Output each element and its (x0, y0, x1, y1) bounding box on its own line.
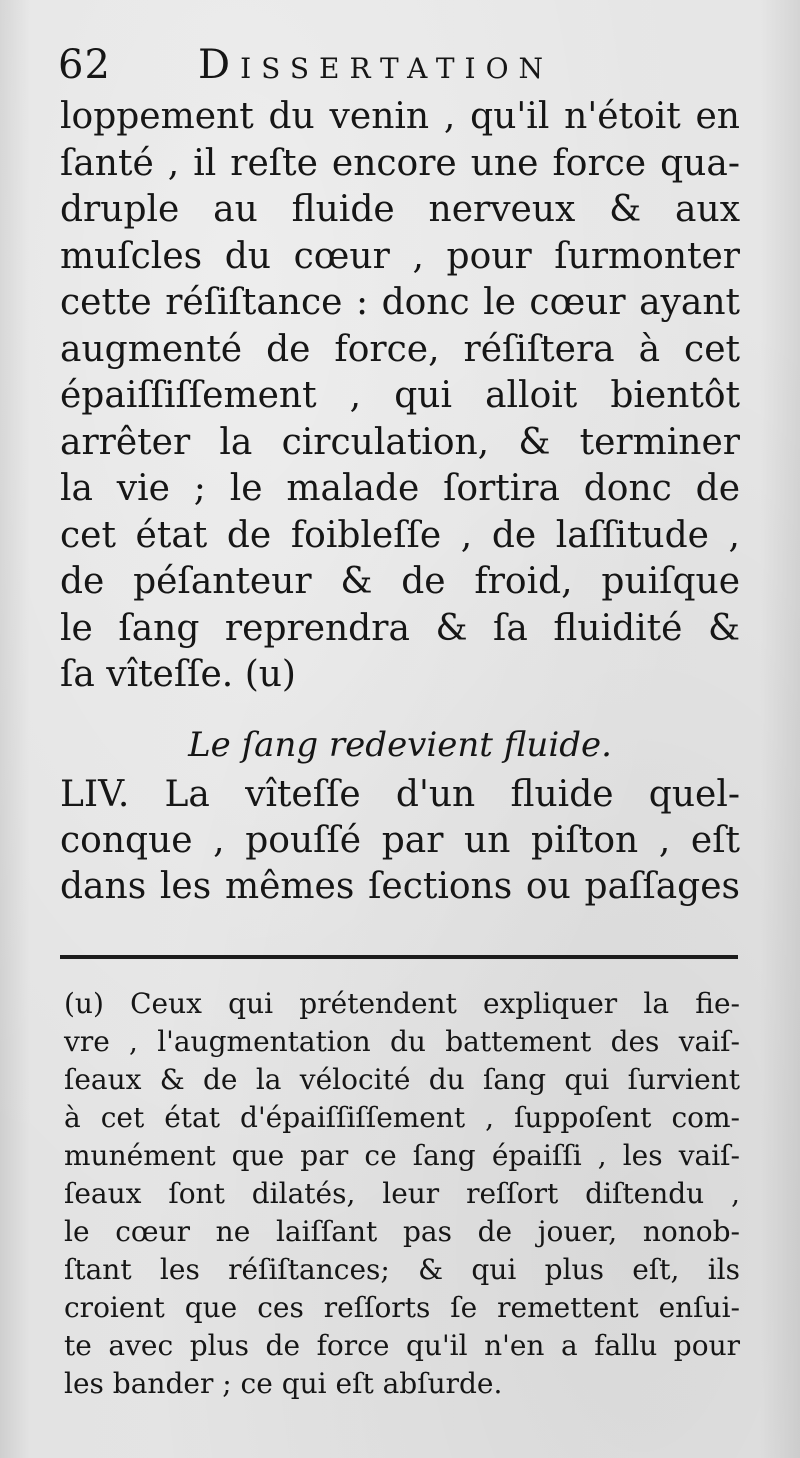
text-line: conque , pouſſé par un piſton , eſt (60, 820, 740, 861)
footnote-line: croient que ces reſſorts ſe remettent enſui- (64, 1291, 740, 1324)
text-line: LIV. La vîteſſe d'un fluide quel- (60, 774, 740, 815)
text-line: la vie ; le malade ſortira donc de (60, 468, 740, 509)
text-line: cet état de foibleſſe , de laſſitude , (60, 514, 740, 556)
section-paragraph (60, 772, 740, 910)
text-line: ſanté , il reſte encore une force qua- (60, 142, 740, 184)
footnote-line: munément que par ce ſang épaiſſi , les vaiſ- (64, 1139, 740, 1172)
text-line: druple au fluide nerveux & aux (60, 189, 740, 230)
footnote-line: (u) Ceux qui prétendent expliquer la fie- (64, 987, 740, 1020)
text-line: cette réſiſtance : donc le cœur ayant (60, 282, 740, 323)
main-paragraph (60, 94, 740, 699)
footnote-line: ſeaux ſont dilatés, leur reſſort diſtendu , (64, 1177, 740, 1210)
text-line: loppement du venin , qu'il n'étoit en (60, 96, 740, 137)
text-line: ſa vîteſſe. (u) (60, 654, 296, 695)
text-line: de péſanteur & de froid, puiſque (60, 561, 740, 602)
footnote-line: le cœur ne laiſſant pas de jouer, nonob- (64, 1215, 740, 1248)
running-title: Dissertation (198, 42, 554, 88)
text-line: le ſang reprendra & ſa fluidité & (60, 607, 740, 649)
text-line: augmenté de force, réſiſtera à cet (60, 328, 740, 370)
footnote-line: vre , l'augmentation du battement des vaiſ- (64, 1025, 740, 1058)
footnote-line: ſtant les réſiſtances; & qui plus eſt, ils (64, 1253, 740, 1286)
page-header (58, 38, 748, 98)
footnote-line: les bander ; ce qui eſt abſurde. (64, 1367, 503, 1400)
text-line: dans les mêmes ſections ou paſſages (60, 866, 740, 907)
page-number: 62 (58, 42, 111, 88)
footnote-line: te avec plus de force qu'il n'en a fallu pour (64, 1329, 740, 1362)
text-line: muſcles du cœur , pour ſurmonter (60, 235, 740, 277)
text-line: arrêter la circulation, & terminer (60, 421, 740, 463)
footnote-line: à cet état d'épaiſſiſſement , ſuppoſent com- (64, 1101, 740, 1134)
text-line: épaiſſiſſement , qui alloit bientôt (60, 375, 740, 416)
section-heading: Le ſang redevient fluide. (188, 725, 612, 765)
footnote-divider (60, 955, 738, 959)
footnote (64, 985, 740, 1403)
footnote-line: ſeaux & de la vélocité du ſang qui ſurvient (64, 1063, 740, 1096)
